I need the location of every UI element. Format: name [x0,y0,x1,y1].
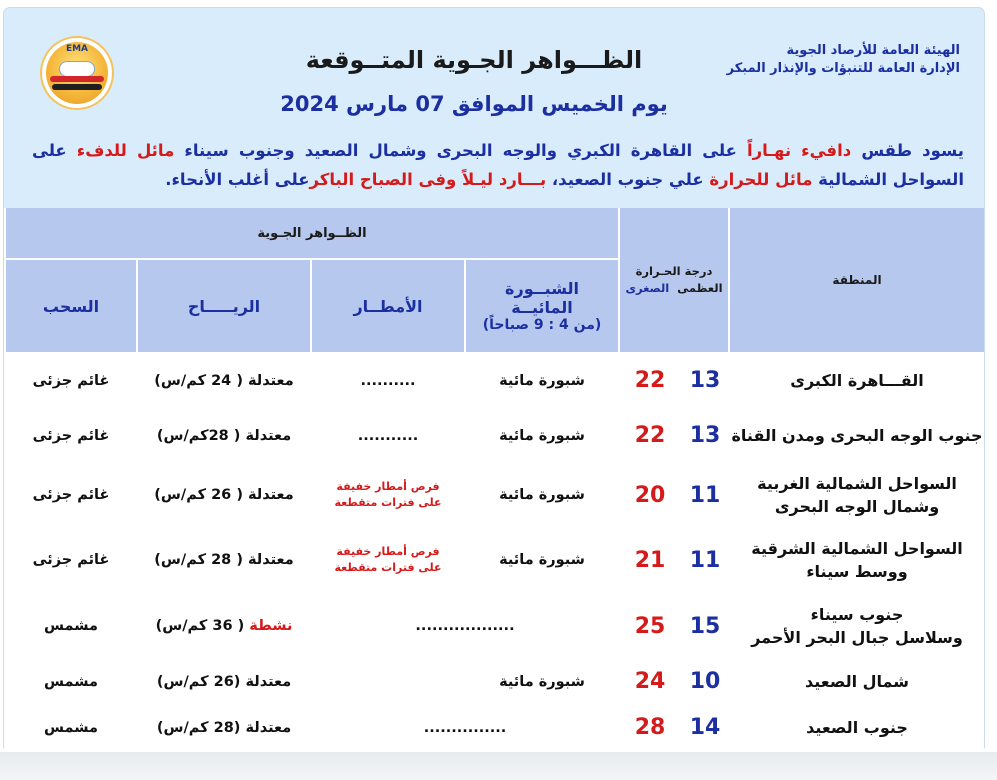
min-temp: 11 [680,528,728,594]
table-row [4,464,984,528]
organization-name [700,42,960,78]
forecast-table [4,208,984,752]
rain-value: فرص أمطار خفيفة على فترات متقطعة [310,528,464,594]
wind-strong-label: نشطة [249,618,293,634]
header-wind: الريـــــاح [136,260,310,354]
max-temp: 24 [618,660,680,705]
page-title: الظـــواهر الجـوية المتــوقعة [305,46,643,74]
max-temp: 20 [618,464,680,528]
region-name: شمال الصعيد [728,660,984,705]
region-name: جنوب الصعيد [728,705,984,752]
fog-value: شبورة مائية [464,354,618,409]
rain-value: فرص أمطار خفيفة على فترات متقطعة [310,464,464,528]
region-name: القـــاهرة الكبرى [728,354,984,409]
table-row [4,660,984,705]
table-row [4,354,984,409]
clouds-value: غائم جزئى [4,528,136,594]
summary-highlight: دافيء نهـاراً [747,141,852,160]
max-temp: 22 [618,354,680,409]
header-region: المنطقة [728,208,984,354]
table-row [4,528,984,594]
region-name: السواحل الشمالية الغربية وشمال الوجه البحرى [728,464,984,528]
header-clouds: السحب [4,260,136,354]
header-fog: الشبــورة المائيــة (من 4 : 9 صباحاً) [464,260,618,354]
min-temp: 15 [680,594,728,660]
wind-value: معتدلة ( 24 كم/س) [136,354,310,409]
max-temp: 21 [618,528,680,594]
min-temp: 10 [680,660,728,705]
wind-value: معتدلة ( 26 كم/س) [136,464,310,528]
ema-logo-icon [40,36,114,110]
min-temp: 13 [680,409,728,464]
clouds-value: مشمس [4,705,136,752]
logo-text: EMA [65,44,89,54]
summary-highlight: بـــارد ليـلاً وفى الصباح الباكر [309,170,547,189]
fog-value: شبورة مائية [464,464,618,528]
org-line-1: الهيئة العامة للأرصاد الجوية [786,43,960,58]
rain-value: .......... [310,354,464,409]
region-name: جنوب الوجه البحرى ومدن القناة [728,409,984,464]
region-name: السواحل الشمالية الشرقية ووسط سيناء [728,528,984,594]
weather-summary: يسود طقس دافيء نهـاراً على القاهرة الكبري والوجه البحرى وشمال الصعيد وجنوب سيناء مائل للدفء على السواحل الشمالية مائل للحرارة علي جنوب الصعيد، بـــارد ليـلاً وفى الصباح الباكرعلى أغلب الأنحاء. [32,141,964,189]
rain-value: ........... [310,409,464,464]
min-temp: 13 [680,354,728,409]
clouds-value: مشمس [4,660,136,705]
wind-value: معتدلة (28 كم/س) [136,705,310,752]
fog-value: شبورة مائية [464,528,618,594]
wind-value: معتدلة ( 28كم/س) [136,409,310,464]
org-line-2: الإدارة العامة للتنبؤات والإنذار المبكر [726,61,960,76]
header-phenomena: الظــواهر الجـوية [4,208,618,260]
max-temp: 28 [618,705,680,752]
fog-value: ............... [310,705,618,752]
header-rain: الأمطــار [310,260,464,354]
max-temp: 25 [618,594,680,660]
table-row [4,705,984,752]
wind-value: معتدلة (26 كم/س) [136,660,310,705]
summary-highlight: مائل للدفء [76,141,175,160]
clouds-value: مشمس [4,594,136,660]
min-temp: 11 [680,464,728,528]
rain-value [310,660,464,705]
table-row [4,594,984,660]
min-temp: 14 [680,705,728,752]
wind-value: نشطة ( 36 كم/س) [136,594,310,660]
forecast-date: يوم الخميس الموافق 07 مارس 2024 [280,92,668,116]
sheet-header [4,8,984,208]
clouds-value: غائم جزئى [4,464,136,528]
fog-value: شبورة مائية [464,660,618,705]
forecast-sheet [4,8,984,752]
summary-highlight: مائل للحرارة [709,170,813,189]
clouds-value: غائم جزئى [4,354,136,409]
table-row [4,409,984,464]
header-temperature: درجة الحـرارة العظمى الصغرى [618,208,728,354]
clouds-value: غائم جزئى [4,409,136,464]
bottom-shadow [0,752,997,780]
fog-value: شبورة مائية [464,409,618,464]
fog-value: .................. [310,594,618,660]
max-temp: 22 [618,409,680,464]
wind-value: معتدلة ( 28 كم/س) [136,528,310,594]
region-name: جنوب سيناء وسلاسل جبال البحر الأحمر [728,594,984,660]
